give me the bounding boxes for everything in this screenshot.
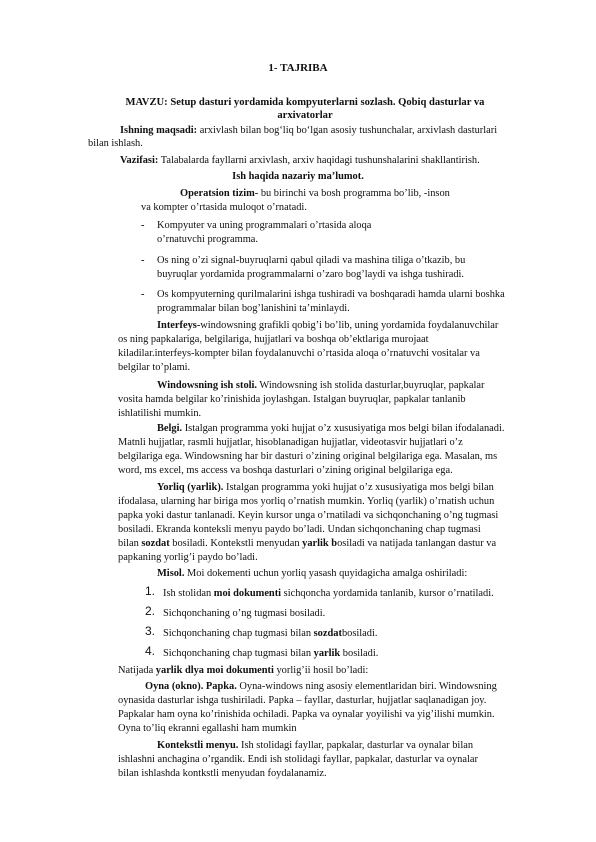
shortcut-line: bosiladi. Ekranda konteksli menyu paydo bo’ladi. Undan sichqonchaning chap tugmasi [118,524,481,535]
window-line: Oyna to’liq ekranni egallashi ham mumkin [118,723,297,734]
bullet-line: Os kompyuterning qurilmalarini ishga tushiradi va boshqaradi hamda ularni boshka [157,289,505,300]
goal-line-2: bilan ishlash. [88,138,143,149]
bullet-line: Os ning o’zi signal-buyruqlarni qabul qiladi va mashina tiliga o’tkazib, bu [157,255,466,266]
shortcut-text: osiladi va natijada tanlangan dastur va [337,538,497,549]
theory-heading: Ish haqida nazariy ma’lumot. [232,171,364,182]
example-line [157,567,547,580]
bullet-line: Kompyuter va uning programmalari o’rtasida aloqa [157,220,372,231]
icon-text: Istalgan programma yoki hujjat o’z xususiyatiga mos belgi bilan ifodalanadi. [182,423,505,434]
result-text: Natijada [118,665,156,676]
task-text: Talabalarda fayllarni arxivlash, arxiv haqidagi tushunshalarini shakllantirish. [158,155,480,166]
shortcut-text: Istalgan programma yoki hujjat o’z xususiyatiga mos belgi bilan [223,482,494,493]
icon-line: Matnli hujjatlar, rasmli hujjatlar, hisoblanadigan hujjatlar, videotasvir hujjatlari o’z [118,437,463,448]
bullet-marker: - [141,220,145,231]
step-line [163,607,553,620]
shortcut-line: ifodalasa, ularning har biriga mos yorliq o’rnatish mumkin. Yorliq (yarlik) o’rnatish uchun [118,496,495,507]
step-term: sozdat [313,628,342,639]
result-text: yorlig’ii hosil bo’ladi: [273,665,369,676]
shortcut-line: papkaning yorlig’i paydo bo’ladi. [118,552,258,563]
desktop-line: ishlatilishi mumkin. [118,408,202,419]
desktop-label: Windowsning ish stoli. [157,380,258,391]
step-number: 2. [145,604,156,618]
bullet-marker: - [141,289,145,300]
example-text: Moi dokementi uchun yorliq yasash quyidagicha amalga oshiriladi: [184,568,468,579]
step-text: bosiladi. [341,628,378,639]
context-line [157,739,547,752]
step-text: Sichqonchaning chap tugmasi bilan [163,648,314,659]
context-text: Ish stolidagi fayllar, papkalar, dasturlar va oynalar bilan [238,740,474,751]
step-number: 4. [145,644,156,658]
step-line [163,627,553,640]
icon-line: word, ms excel, ms access va boshqa dasturlari o’zining original belgilariga ega. [118,465,453,476]
os-line-2: va kompter o’rtasida muloqot o’rnatadi. [141,202,307,213]
shortcut-line [157,481,547,494]
os-line [180,187,540,200]
window-line: oynasida dasturlar ishga tushiriladi. Papka – fayllar, dasturlar, hujjatlar saqlanadigan joy. [118,695,487,706]
interface-label: Interfeys- [157,320,201,331]
task-label: Vazifasi: [120,155,159,166]
icon-line [157,422,547,435]
goal-line [120,124,540,137]
step-text: Ish stolidan [163,588,214,599]
example-label: Misol. [157,568,185,579]
desktop-line: vosita hamda belgilar ko’rinishida joylashgan. Istalgan buyruqlar, papkalar tanlanib [118,394,466,405]
interface-line: kiladilar.interfeys-kompter bilan foydalanuvchi o’rtasida aloqa o’rnatuvchi vositalar va [118,348,480,359]
step-text: Sichqonchaning o’ng tugmasi bosiladi. [163,608,326,619]
step-text: sichqoncha yordamida tanlanib, kursor o’rnatiladi. [281,588,494,599]
shortcut-line: papka yoki dastur tanlanadi. Keyin kursor unga o’rnatiladi va sichqonchaning o’ng tugmasi [118,510,499,521]
interface-line: belgilar to’plami. [118,362,191,373]
window-line: Papkalar ham oyna ko’rinishida ochiladi. Papka va oynalar yoyilishi va yig’ilishi mumkin. [118,709,495,720]
result-term: yarlik dlya moi dokumenti [155,665,274,676]
step-number: 1. [145,584,156,598]
shortcut-text: bilan [118,538,142,549]
context-line: ishlashni anchagina o’rgandik. Endi ish stolidagi fayllar, papkalar, dasturlar va oynalar [118,754,478,765]
bullet-line: buyruqlar yordamida programmalarni o’zaro bog’laydi va ishga tushiradi. [157,269,465,280]
interface-line [157,319,547,332]
bullet-marker: - [141,255,145,266]
window-line [145,680,547,693]
goal-text: arxivlash bilan bog‘liq bo‘lgan asosiy tushunchalar, arxivlash dasturlari [197,125,498,136]
interface-line: os ning papkalariga, belgilariga, hujjatlari va boshqa ob’ektlariga murojaat [118,334,429,345]
step-line [163,587,553,600]
step-line [163,647,553,660]
window-label: Oyna (okno). Papka. [145,681,237,692]
context-line: bilan ishlashda kontkstli menyudan foydalanamiz. [118,768,327,779]
step-text: bosiladi. [340,648,379,659]
step-term: moi dokumenti [213,588,282,599]
sozdat-term: sozdat [141,538,170,549]
context-label: Kontekstli menyu. [157,740,239,751]
bullet-line: o’rnatuvchi programma. [157,234,258,245]
icon-line: belgilariga ega. Windowsning har bir dasturi o’zining original belgilariga ega. Masalan, ms [118,451,498,462]
step-text: Sichqonchaning chap tugmasi bilan [163,628,314,639]
task-line [120,154,550,167]
goal-label: Ishning maqsadi: [120,125,198,136]
step-number: 3. [145,624,156,638]
shortcut-text: bosiladi. Kontekstli menyudan [169,538,303,549]
window-text: Oyna-windows ning asosiy elementlaridan biri. Windowsning [236,681,497,692]
icon-label: Belgi. [157,423,183,434]
yarlik-term: yarlik b [302,538,338,549]
desktop-line [157,379,547,392]
step-term: yarlik [313,648,341,659]
interface-text: windowsning grafikli qobig’i bo’lib, uning yordamida foydalanuvchilar [200,320,499,331]
bullet-line: programmalar bilan bog’lanishini ta’minlaydi. [157,303,350,314]
os-text: bu birinchi va bosh programma bo’lib, -inson [258,188,450,199]
shortcut-label: Yorliq (yarlik). [157,482,224,493]
os-label: Operatsion tizim- [180,188,259,199]
desktop-text: Windowsning ish stolida dasturlar,buyruqlar, papkalar [257,380,485,391]
page-title: 1- TAJRIBA [268,62,328,74]
topic-heading: MAVZU: Setup dasturi yordamida kompyuterlarni sozlash. Qobiq dasturlar va arxivatorlar [125,97,485,121]
result-line [118,664,548,677]
shortcut-line [118,537,548,550]
